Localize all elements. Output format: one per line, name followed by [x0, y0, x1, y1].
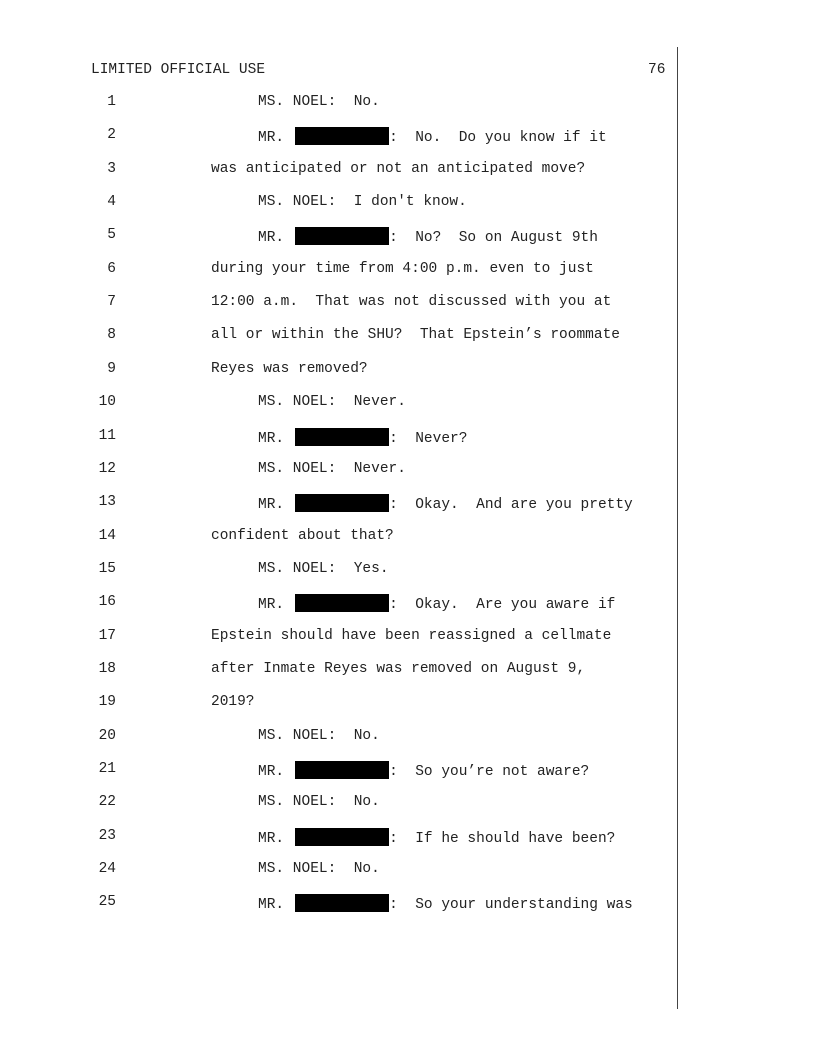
redaction-box [295, 894, 389, 912]
transcript-line [0, 694, 680, 714]
line-text: confident about that? [211, 527, 394, 544]
transcript-line [0, 628, 680, 648]
line-number: 18 [98, 660, 116, 677]
line-text [258, 828, 615, 847]
transcript-line [0, 794, 680, 814]
speech-text: : No? So on August 9th [389, 230, 598, 247]
line-number: 2 [107, 127, 116, 144]
line-text: MS. NOEL: I don't know. [258, 194, 467, 211]
line-text: MS. NOEL: No. [258, 794, 380, 811]
transcript-line [0, 194, 680, 214]
redaction-box [295, 428, 389, 446]
speech-text: : Never? [389, 430, 468, 447]
line-number: 6 [107, 260, 116, 277]
speaker-label: MR. [258, 497, 285, 514]
speech-text: : So you’re not aware? [389, 764, 590, 780]
line-number: 5 [107, 227, 116, 244]
speaker-label: MR. [258, 130, 285, 147]
line-number: 9 [107, 360, 116, 377]
line-text: Epstein should have been reassigned a cellmate [211, 627, 612, 644]
speaker-label: MR. [258, 430, 285, 447]
line-text [258, 227, 598, 246]
line-text: 2019? [211, 694, 255, 711]
line-text [258, 127, 607, 146]
line-number: 25 [98, 894, 116, 911]
speaker-label: MR. [258, 764, 285, 780]
redaction-box [295, 828, 389, 846]
transcript-line [0, 294, 680, 314]
line-number: 16 [98, 594, 116, 611]
line-text: MS. NOEL: No. [258, 861, 380, 878]
line-text: during your time from 4:00 p.m. even to just [211, 260, 594, 277]
transcript-line [0, 394, 680, 414]
line-text: MS. NOEL: Never. [258, 394, 406, 411]
line-number: 22 [98, 794, 116, 811]
speech-text: : No. Do you know if it [389, 130, 607, 147]
line-text: MS. NOEL: Never. [258, 460, 406, 477]
transcript-line [0, 828, 680, 848]
speaker-label: MR. [258, 230, 285, 247]
line-number: 14 [98, 527, 116, 544]
transcript-line [0, 728, 680, 748]
line-number: 17 [98, 627, 116, 644]
line-number: 8 [107, 327, 116, 344]
redaction-box [295, 594, 389, 612]
redaction-box [295, 127, 389, 145]
transcript-line [0, 327, 680, 347]
transcript-line [0, 494, 680, 514]
line-text: MS. NOEL: Yes. [258, 560, 389, 577]
line-text: MS. NOEL: No. [258, 94, 380, 110]
line-number: 15 [98, 560, 116, 577]
transcript-line [0, 761, 680, 781]
transcript-line [0, 528, 680, 548]
line-number: 23 [98, 827, 116, 844]
line-number: 3 [107, 160, 116, 177]
transcript-line [0, 661, 680, 681]
transcript-line [0, 461, 680, 481]
speech-text: : If he should have been? [389, 830, 616, 847]
line-text: Reyes was removed? [211, 360, 368, 377]
speaker-label: MR. [258, 597, 285, 614]
line-text [258, 428, 467, 447]
line-number: 7 [107, 294, 116, 311]
line-number: 10 [98, 394, 116, 411]
transcript-line [0, 94, 680, 114]
speaker-label: MR. [258, 897, 285, 914]
speech-text: : Okay. And are you pretty [389, 497, 633, 514]
line-number: 20 [98, 727, 116, 744]
speech-text: : Okay. Are you aware if [389, 597, 616, 614]
transcript-line [0, 861, 680, 881]
redaction-box [295, 761, 389, 779]
line-number: 1 [107, 94, 116, 110]
transcript-line [0, 594, 680, 614]
transcript-line [0, 894, 680, 914]
line-text: 12:00 a.m. That was not discussed with you at [211, 294, 612, 311]
line-text [258, 894, 633, 913]
transcript-line [0, 361, 680, 381]
line-number: 4 [107, 194, 116, 211]
line-text: all or within the SHU? That Epstein’s roommate [211, 327, 620, 344]
line-text: after Inmate Reyes was removed on August 9, [211, 660, 586, 677]
speech-text: : So your understanding was [389, 897, 633, 914]
line-number: 21 [98, 761, 116, 777]
classification-header: LIMITED OFFICIAL USE [91, 62, 266, 78]
transcript-line [0, 261, 680, 281]
transcript-line [0, 428, 680, 448]
transcript-line [0, 561, 680, 581]
line-text [258, 594, 615, 613]
page-number: 76 [648, 62, 666, 78]
line-text [258, 761, 589, 780]
line-number: 11 [98, 427, 116, 444]
line-number: 13 [98, 494, 116, 511]
redaction-box [295, 494, 389, 512]
transcript-line [0, 127, 680, 147]
line-number: 12 [98, 460, 116, 477]
speaker-label: MR. [258, 830, 285, 847]
line-text: MS. NOEL: No. [258, 727, 380, 744]
redaction-box [295, 227, 389, 245]
transcript-line [0, 227, 680, 247]
transcript-line [0, 161, 680, 181]
line-text: was anticipated or not an anticipated move? [211, 160, 586, 177]
line-text [258, 494, 633, 513]
line-number: 24 [98, 861, 116, 878]
line-number: 19 [98, 694, 116, 711]
